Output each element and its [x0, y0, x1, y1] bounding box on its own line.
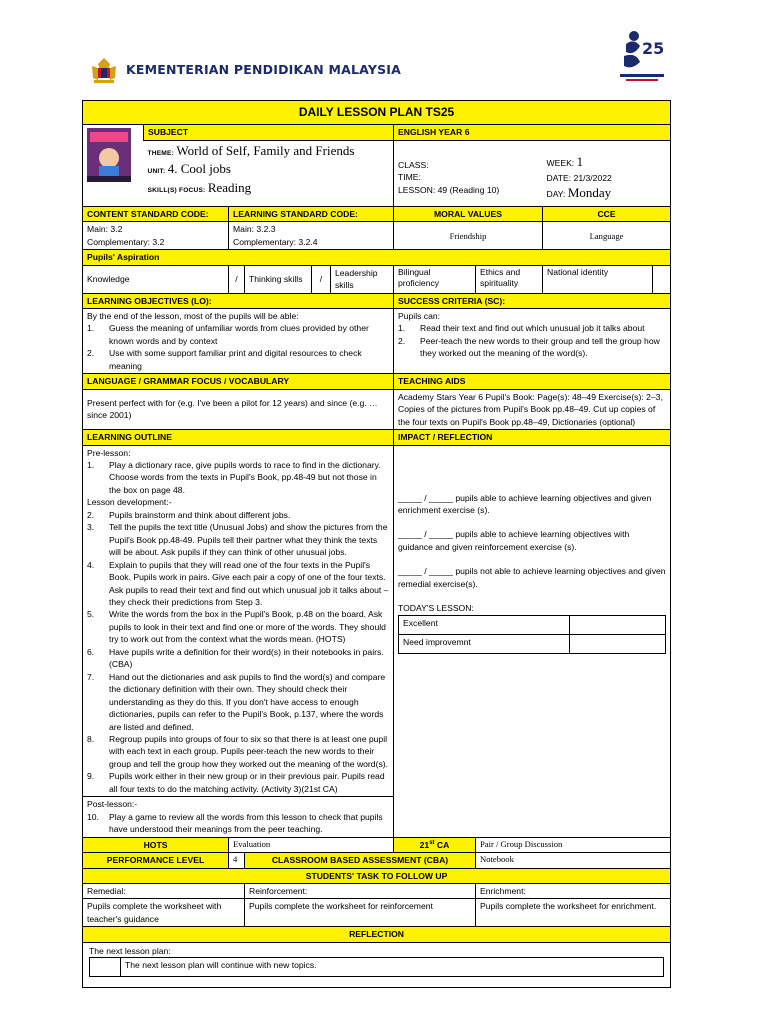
development-item — [87, 770, 389, 795]
content-standard-header: CONTENT STANDARD CODE: — [83, 206, 229, 221]
learning-standard-value — [229, 222, 394, 250]
lo-list — [87, 322, 389, 372]
enrichment-label: Enrichment: — [476, 883, 671, 898]
aspiration-knowledge: Knowledge — [83, 265, 229, 293]
lesson-value: 49 (Reading 10) — [437, 184, 500, 195]
ca-label-sup: st — [429, 839, 435, 846]
post-lesson-item-text: Play a game to review all the words from this lesson to check that pupils have understood their meanings from the peer teaching. — [109, 811, 383, 835]
pre-lesson-item — [87, 459, 389, 496]
todays-lesson-table — [398, 615, 666, 654]
teaching-aids-value: Academy Stars Year 6 Pupil's Book: Page(s): 48–49 Exercise(s): 2–3, Copies of the pictures from Pupil's Book pp.48–49. Cut up copies of the four texts on Pupil's Book pp.48–49, Dictionaries (optional) — [394, 389, 671, 429]
impact-line: _____ / _____ pupils able to achieve learning objectives and given enrichment exercise (s). — [398, 492, 652, 515]
lo-content — [83, 309, 394, 374]
ca-label-num: 21 — [419, 839, 430, 850]
enrichment-value: Pupils complete the worksheet for enrichment. — [476, 899, 671, 927]
content-main: Main: 3.2 — [87, 224, 123, 235]
development-item-number: 3. — [87, 522, 95, 533]
moral-values-header: MORAL VALUES — [394, 206, 543, 221]
todays-lesson-label: TODAY'S LESSON: — [398, 603, 474, 614]
development-item-text: Write the words from the box in the Pupil's Book, p.48 on the board. Ask pupils to look in their text and find one or more of the words. They should try to work out from the context what the words mean. (HOTS) — [109, 609, 386, 645]
sc-header: SUCCESS CRITERIA (SC): — [394, 293, 671, 308]
post-lesson-item — [87, 811, 389, 836]
class-label: CLASS: — [398, 159, 429, 170]
reinforcement-value: Pupils complete the worksheet for reinforcement — [245, 899, 476, 927]
sc-intro: Pupils can: — [398, 311, 441, 322]
ca-label-text: CA — [434, 839, 450, 850]
development-item-text: Pupils work either in their new group or in their previous pair. Pupils read all four texts to do the matching activity. (Activity 3)(21st CA) — [109, 771, 385, 794]
book-cover-cell — [83, 125, 144, 206]
reflection-content — [83, 942, 671, 987]
moral-value: Friendship — [394, 222, 543, 250]
aspiration-thinking-mark: / — [312, 265, 331, 293]
remedial-label: Remedial: — [83, 883, 245, 898]
development-item — [87, 733, 389, 770]
learning-comp: Complementary: 3.2.4 — [233, 236, 318, 247]
lesson-label: LESSON: — [398, 184, 436, 195]
unit-label: UNIT: — [147, 168, 166, 176]
impact-list — [398, 492, 666, 591]
aspiration-knowledge-mark: / — [229, 265, 245, 293]
lo-intro: By the end of the lesson, most of the pupils will be able: — [87, 311, 299, 322]
cce-header: CCE — [543, 206, 671, 221]
followup-header: STUDENTS' TASK TO FOLLOW UP — [83, 868, 671, 883]
content-comp: Complementary: 3.2 — [87, 236, 165, 247]
lo-item — [87, 347, 389, 372]
content-standard-value — [83, 222, 229, 250]
aspiration-header: Pupils' Aspiration — [83, 250, 671, 265]
lo-item-text: Use with some support familiar print and digital resources to check meaning — [109, 348, 362, 371]
sc-item-number: 2. — [398, 335, 406, 346]
date-value: 21/3/2022 — [573, 172, 612, 183]
development-item-number: 5. — [87, 609, 95, 620]
pre-lesson-list — [87, 459, 389, 496]
week-date-cell — [543, 140, 671, 206]
plan-title: DAILY LESSON PLAN TS25 — [83, 101, 671, 125]
aspiration-national: National identity — [543, 265, 653, 293]
learning-outline-header: LEARNING OUTLINE — [83, 430, 394, 445]
language-value: Present perfect with for (e.g. I've been a pilot for 12 years) and since (e.g. … since 2001) — [83, 389, 394, 429]
lo-item-text: Guess the meaning of unfamiliar words from clues provided by other known words and by context — [109, 323, 369, 346]
date-label: DATE: — [546, 172, 572, 183]
development-item-number: 9. — [87, 771, 95, 782]
page-header — [0, 0, 768, 100]
impact-line: _____ / _____ pupils not able to achieve learning objectives and given remedial exercise(s). — [398, 566, 666, 589]
cce-value: Language — [543, 222, 671, 250]
week-label: WEEK: — [546, 157, 575, 168]
sc-item-text: Read their text and find out which unusual job it talks about — [420, 323, 645, 334]
development-item — [87, 521, 389, 558]
development-item-text: Explain to pupils that they will read one of the four texts in the Pupil's Book. Pupils work in pairs. Give each pair a copy of one of the four texts. Ask pupils to read their text and find out which unusual job it talks about – they check their predictions from Step 3. — [109, 559, 389, 607]
outline-content — [83, 445, 394, 837]
ca-value: Pair / Group Discussion — [476, 837, 671, 852]
excellent-label: Excellent — [399, 615, 570, 634]
impact-content — [394, 445, 671, 837]
next-lesson-label: The next lesson plan: — [89, 945, 171, 956]
svg-text:25: 25 — [642, 39, 665, 58]
development-item — [87, 646, 389, 671]
development-item — [87, 671, 389, 733]
reflection-header: REFLECTION — [83, 927, 671, 942]
skill-value: Reading — [207, 180, 252, 196]
sc-content — [394, 309, 671, 374]
pre-lesson-item-text: Play a dictionary race, give pupils words to race to find in the dictionary. Choose words from the texts in Pupil's Book, pp.48-49 but not those in the box on page 48. — [109, 460, 381, 495]
learning-main: Main: 3.2.3 — [233, 224, 276, 235]
hots-label: HOTS — [83, 837, 229, 852]
ts25-logo-icon — [616, 26, 668, 84]
subject-value: ENGLISH YEAR 6 — [394, 125, 671, 140]
sc-list — [398, 322, 666, 359]
post-lesson-item-number: 10. — [87, 811, 99, 822]
development-item — [87, 559, 389, 609]
need-improvement-label: Need improvemnt — [399, 634, 570, 653]
theme-label: THEME: — [147, 149, 174, 157]
aspiration-ethics: Ethics and spirituality — [476, 265, 543, 293]
impact-line: _____ / _____ pupils able to achieve learning objectives with guidance and given reinforcement exercise (s). — [398, 529, 630, 552]
lo-item — [87, 322, 389, 347]
aspiration-bilingual: Bilingual proficiency — [394, 265, 476, 293]
remedial-value: Pupils complete the worksheet with teacher's guidance — [83, 899, 245, 927]
sc-item-text: Peer-teach the new words to their group and tell the group how they worked out the meaning of the word(s). — [420, 335, 660, 359]
development-item-text: Hand out the dictionaries and ask pupils to find the word(s) and compare the dictionary definition with their own. They should check their understanding as they do this. If you don't have access to enough dictionaries, pupils can refer to the Pupil's Book, p.137, where the words are listed and defined. — [109, 671, 386, 732]
sc-item-number: 1. — [398, 323, 406, 334]
skill-label: SKILL(S) FOCUS: — [147, 187, 206, 195]
cba-label: CLASSROOM BASED ASSESSMENT (CBA) — [245, 853, 476, 868]
development-item-number: 6. — [87, 646, 95, 657]
aspiration-leadership: Leadership skills — [331, 265, 394, 293]
theme-cell — [144, 140, 394, 206]
class-time-cell — [394, 140, 543, 206]
post-lesson-label: Post-lesson:- — [87, 799, 138, 810]
day-value: Monday — [567, 185, 612, 201]
next-lesson-table — [89, 957, 664, 977]
malaysia-crest-icon — [88, 56, 120, 86]
lo-item-number: 1. — [87, 323, 95, 334]
sc-item — [398, 335, 666, 360]
development-item-number: 8. — [87, 733, 95, 744]
next-lesson-value: The next lesson plan will continue with new topics. — [121, 958, 664, 977]
unit-value: 4. Cool jobs — [167, 161, 231, 177]
pre-lesson-label: Pre-lesson: — [87, 447, 131, 458]
hots-value: Evaluation — [229, 837, 394, 852]
theme-value: World of Self, Family and Friends — [176, 142, 355, 158]
lo-item-number: 2. — [87, 348, 95, 359]
development-item-number: 2. — [87, 509, 95, 520]
aspiration-thinking: Thinking skills — [245, 265, 312, 293]
excellent-box[interactable] — [569, 615, 665, 634]
learning-standard-header: LEARNING STANDARD CODE: — [229, 206, 394, 221]
pre-lesson-item-number: 1. — [87, 460, 95, 470]
impact-header: IMPACT / REFLECTION — [394, 430, 671, 445]
development-item — [87, 608, 389, 645]
reinforcement-label: Reinforcement: — [245, 883, 476, 898]
development-item-text: Have pupils write a definition for their word(s) in their notebooks in pairs. (CBA) — [109, 646, 384, 670]
development-item-text: Tell the pupils the text title (Unusual Jobs) and show the pictures from the Pupil's Book pp.48-49. Pupils tell their partner what they think the texts will be about. Ask pupils if they can think of other unusual jobs. — [109, 522, 388, 558]
book-cover-icon — [87, 128, 131, 182]
ministry-name: KEMENTERIAN PENDIDIKAN MALAYSIA — [126, 62, 402, 77]
teaching-aids-header: TEACHING AIDS — [394, 374, 671, 389]
lo-header: LEARNING OBJECTIVES (LO): — [83, 293, 394, 308]
week-value: 1 — [576, 153, 584, 169]
ca-label — [394, 837, 476, 852]
development-item-text: Regroup pupils into groups of four to six so that there is at least one pupil with each text in each group. Pupils peer-teach the new words to their group and tell the group how they worked out the meaning of the word(s). — [109, 733, 388, 769]
lesson-plan-table — [82, 100, 671, 988]
development-item-number: 7. — [87, 671, 95, 682]
development-item — [87, 509, 389, 521]
development-item-text: Pupils brainstorm and think about different jobs. — [109, 509, 291, 520]
post-lesson-list — [87, 811, 389, 836]
cba-value: Notebook — [476, 853, 671, 868]
subject-label: SUBJECT — [144, 125, 394, 140]
day-label: DAY: — [546, 189, 566, 200]
development-label: Lesson development:- — [87, 497, 172, 508]
need-improvement-box[interactable] — [569, 634, 665, 653]
time-label: TIME: — [398, 172, 421, 183]
language-header: LANGUAGE / GRAMMAR FOCUS / VOCABULARY — [83, 374, 394, 389]
performance-level-value: 4 — [229, 853, 245, 868]
development-list — [87, 509, 389, 795]
sc-item — [398, 322, 666, 334]
performance-level-label: PERFORMANCE LEVEL — [83, 853, 229, 868]
development-item-number: 4. — [87, 559, 95, 570]
